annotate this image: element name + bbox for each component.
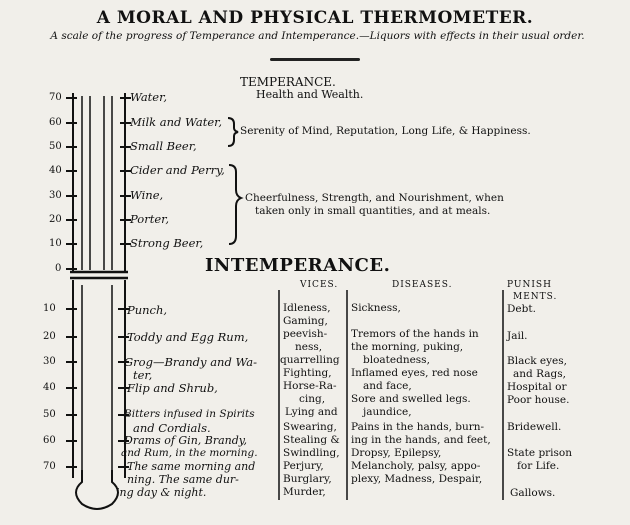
scale-label: 30 <box>49 190 62 201</box>
vice-item: Perjury, <box>283 460 324 472</box>
scale-label: 70 <box>49 92 62 103</box>
disease-item: ing in the hands, and feet, <box>351 434 491 446</box>
punishment-item: Gallows. <box>510 487 556 499</box>
vice-item: Burglary, <box>283 473 332 485</box>
disease-item: Sore and swelled legs. <box>351 393 471 405</box>
liquor-item: Toddy and Egg Rum, <box>127 330 249 344</box>
vice-item: quarrelling <box>280 354 340 366</box>
temperance-subheading: Health and Wealth. <box>256 88 364 101</box>
temperance-effect: Serenity of Mind, Reputation, Long Life, & Happiness. <box>240 125 531 137</box>
punishment-item: for Life. <box>517 460 560 472</box>
intemperance-heading: INTEMPERANCE. <box>205 255 391 276</box>
disease-item: the morning, puking, <box>351 341 464 353</box>
scale-label: 40 <box>49 165 62 176</box>
punishment-item: Bridewell. <box>507 421 562 433</box>
vice-item: Lying and <box>285 406 338 418</box>
punishment-item: Debt. <box>507 303 536 315</box>
document-subtitle: A scale of the progress of Temperance and Intemperance.—Liquors with effects in their usual order. <box>50 30 585 42</box>
liquor-item: Milk and Water, <box>130 115 223 129</box>
liquor-item: ning. The same dur- <box>127 473 239 486</box>
liquor-item: Wine, <box>130 188 164 202</box>
vice-item: cing, <box>299 393 326 405</box>
scale-label: 10 <box>49 238 62 249</box>
liquor-item: ter, <box>133 368 153 382</box>
liquor-item: Drams of Gin, Brandy, <box>124 434 248 447</box>
scale-label: 30 <box>43 356 56 367</box>
scale-label: 50 <box>49 141 62 152</box>
vice-item: Stealing & <box>283 434 340 446</box>
disease-item: plexy, Madness, Despair, <box>351 473 483 485</box>
temperance-heading: TEMPERANCE. <box>240 75 336 89</box>
column-header-punishments: PUNISH <box>507 280 552 290</box>
liquor-item: ing day & night. <box>116 486 207 499</box>
liquor-item: Small Beer, <box>130 139 197 153</box>
liquor-item: Cider and Perry, <box>130 163 225 177</box>
punishment-item: Black eyes, <box>507 355 568 367</box>
document-title: A MORAL AND PHYSICAL THERMOMETER. <box>96 8 534 28</box>
vice-item: ness, <box>295 341 323 353</box>
liquor-item: and Rum, in the morning. <box>121 447 258 459</box>
vice-item: Fighting, <box>283 367 332 379</box>
scale-label: 70 <box>43 461 56 472</box>
liquor-item: Bitters infused in Spirits <box>124 408 255 420</box>
disease-item: Melancholy, palsy, appo- <box>351 460 481 472</box>
scale-label: 20 <box>43 331 56 342</box>
vice-item: Gaming, <box>283 315 328 327</box>
liquor-item: and Cordials. <box>133 421 211 435</box>
scale-label: 50 <box>43 409 56 420</box>
liquor-item: Flip and Shrub, <box>127 381 218 395</box>
disease-item: Dropsy, Epilepsy, <box>351 447 442 459</box>
temperance-effect: Cheerfulness, Strength, and Nourishment, when <box>245 192 504 204</box>
vice-item: Swindling, <box>283 447 340 459</box>
scale-label: 0 <box>55 263 62 274</box>
disease-item: bloatedness, <box>363 354 430 366</box>
temperance-effect: taken only in small quantities, and at meals. <box>255 205 491 217</box>
punishment-item: Jail. <box>507 330 528 342</box>
vice-item: Idleness, <box>283 302 331 314</box>
disease-item: jaundice, <box>363 406 412 418</box>
scale-label: 20 <box>49 214 62 225</box>
punishment-item: State prison <box>507 447 573 459</box>
vice-item: Horse-Ra- <box>283 380 337 392</box>
liquor-item: Punch, <box>127 303 168 317</box>
scale-label: 40 <box>43 382 56 393</box>
vice-item: Swearing, <box>283 421 337 433</box>
liquor-item: Grog—Brandy and Wa- <box>124 355 258 369</box>
punishment-item: Poor house. <box>507 394 570 406</box>
liquor-item: Strong Beer, <box>130 236 204 250</box>
punishment-item: and Rags, <box>513 368 566 380</box>
title-rule <box>270 58 360 61</box>
disease-item: and face, <box>363 380 412 392</box>
scale-label: 60 <box>49 117 62 128</box>
column-header-vices: VICES. <box>300 280 339 290</box>
liquor-item: Porter, <box>130 212 170 226</box>
disease-item: Pains in the hands, burn- <box>351 421 485 433</box>
scale-label: 10 <box>43 303 56 314</box>
disease-item: Tremors of the hands in <box>351 328 479 340</box>
vice-item: Murder, <box>283 486 326 498</box>
liquor-item: The same morning and <box>127 460 256 473</box>
vice-item: peevish- <box>283 328 328 340</box>
column-header-diseases: DISEASES. <box>392 280 453 290</box>
column-header-punishments: MENTS. <box>513 292 558 302</box>
punishment-item: Hospital or <box>507 381 567 393</box>
disease-item: Sickness, <box>351 302 401 314</box>
disease-item: Inflamed eyes, red nose <box>351 367 478 379</box>
scale-label: 60 <box>43 435 56 446</box>
liquor-item: Water, <box>130 90 167 104</box>
